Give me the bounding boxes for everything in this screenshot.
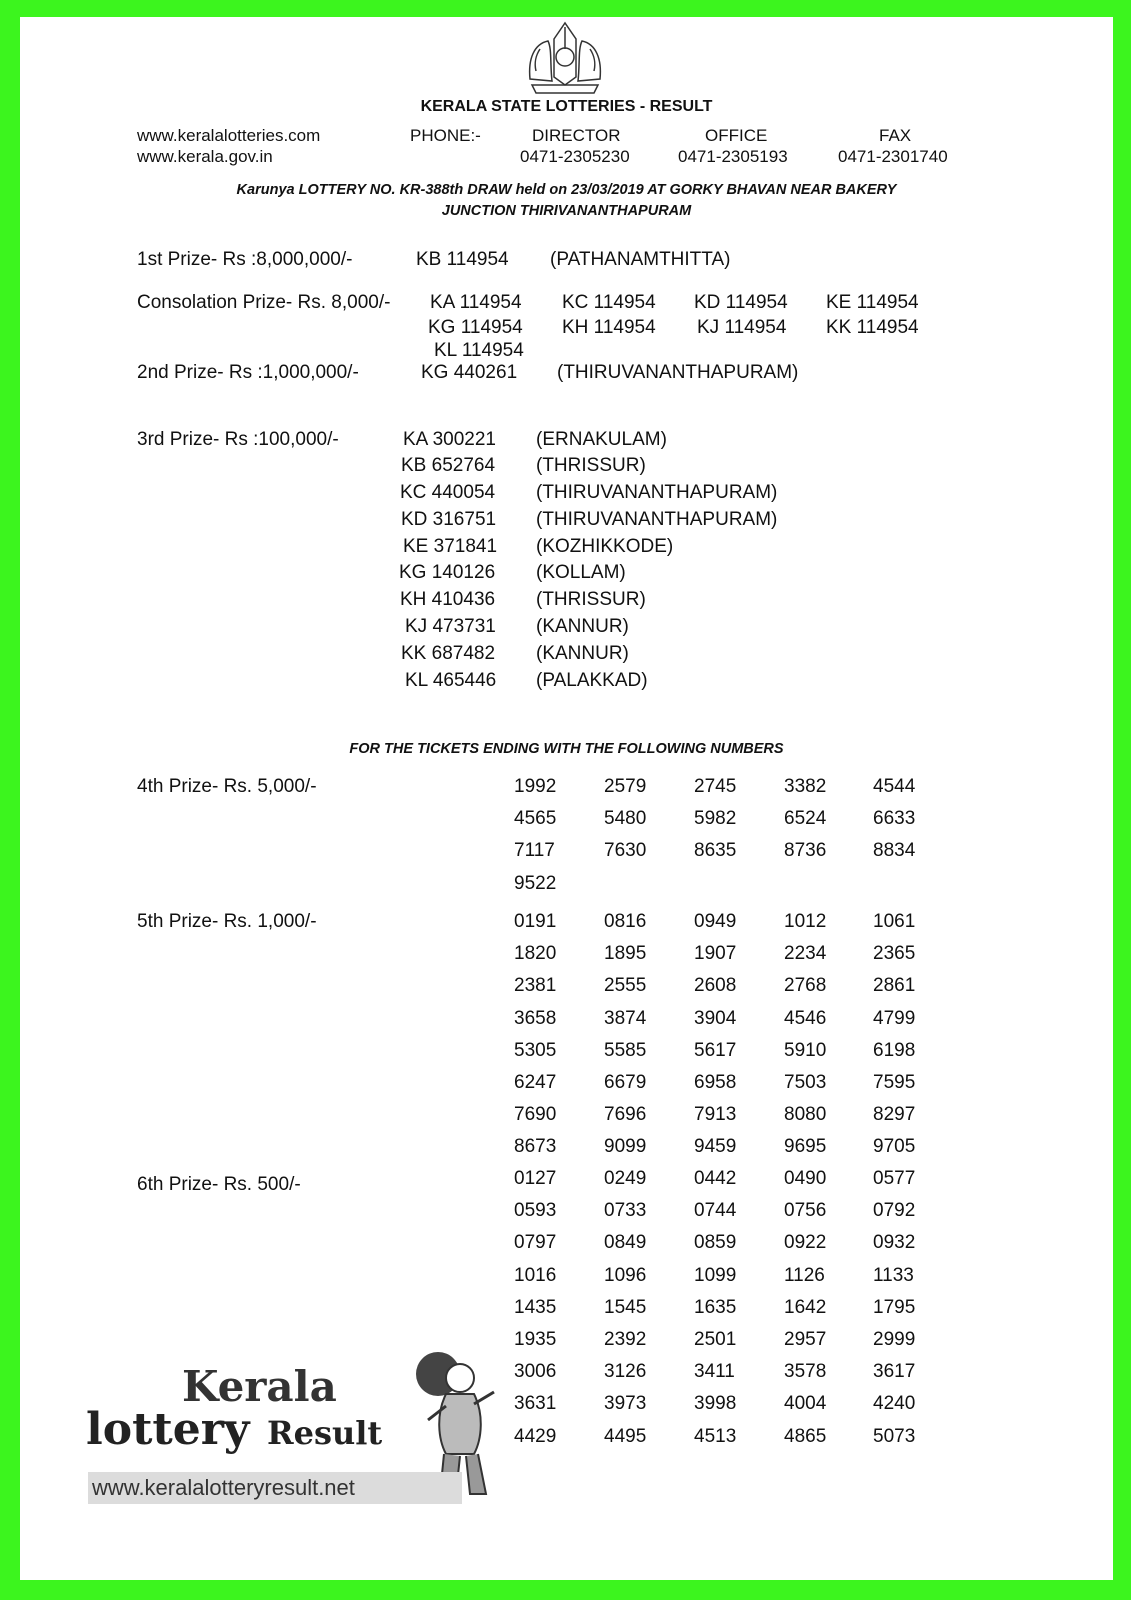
third-prize-place: (THRISSUR) — [536, 589, 646, 610]
sixth-prize-number: 4865 — [784, 1426, 827, 1447]
fifth-prize-number: 6198 — [873, 1040, 916, 1061]
fifth-prize-number: 3904 — [694, 1008, 737, 1029]
sixth-prize-number: 0797 — [514, 1232, 557, 1253]
third-prize-place: (THRISSUR) — [536, 455, 646, 476]
sixth-prize-number: 4495 — [604, 1426, 647, 1447]
third-prize-ticket: KC 440054 — [400, 482, 496, 503]
third-prize-place: (KOZHIKKODE) — [536, 536, 674, 557]
first-prize-label: 1st Prize- Rs :8,000,000/- — [137, 249, 353, 270]
fax-label: FAX — [879, 126, 912, 145]
sixth-prize-number: 0792 — [873, 1200, 916, 1221]
fifth-prize-number: 6958 — [694, 1072, 737, 1093]
third-prize-ticket: KD 316751 — [401, 509, 497, 530]
sixth-prize-number: 3126 — [604, 1361, 647, 1382]
sixth-prize-number: 3973 — [604, 1393, 647, 1414]
sixth-prize-number: 0859 — [694, 1232, 737, 1253]
fifth-prize-number: 1907 — [694, 943, 737, 964]
sixth-prize-number: 1642 — [784, 1297, 827, 1318]
fifth-prize-number: 6679 — [604, 1072, 647, 1093]
fifth-prize-number: 8673 — [514, 1136, 557, 1157]
fifth-prize-number: 7690 — [514, 1104, 557, 1125]
third-prize-ticket: KB 652764 — [401, 455, 496, 476]
fax-number: 0471-2301740 — [838, 147, 948, 166]
consolation-ticket: KH 114954 — [562, 317, 656, 338]
sixth-prize-number: 0733 — [604, 1200, 647, 1221]
sixth-prize-number: 2392 — [604, 1329, 647, 1350]
sixth-prize-number: 1435 — [514, 1297, 557, 1318]
draw-info-line-2: JUNCTION THIRIVANANTHAPURAM — [441, 203, 692, 219]
draw-info — [20, 180, 1113, 222]
sixth-prize-number: 5073 — [873, 1426, 916, 1447]
fourth-prize-number: 1992 — [514, 776, 557, 797]
consolation-ticket: KK 114954 — [826, 317, 919, 338]
sixth-prize-number: 2501 — [694, 1329, 737, 1350]
sixth-prize-number: 0490 — [784, 1168, 827, 1189]
fourth-prize-number: 4565 — [514, 808, 557, 829]
fifth-prize-number: 1895 — [604, 943, 647, 964]
fifth-prize-number: 8297 — [873, 1104, 916, 1125]
director-label: DIRECTOR — [532, 126, 621, 145]
fifth-prize-number: 2608 — [694, 975, 737, 996]
third-prize-place: (KANNUR) — [536, 643, 629, 664]
third-prize-ticket: KJ 473731 — [405, 616, 496, 637]
fifth-prize-number: 6247 — [514, 1072, 557, 1093]
sixth-prize-number: 1016 — [514, 1265, 557, 1286]
sixth-prize-number: 4429 — [514, 1426, 557, 1447]
third-prize-ticket: KK 687482 — [401, 643, 496, 664]
fourth-prize-number: 2579 — [604, 776, 647, 797]
third-prize-place: (KANNUR) — [536, 616, 629, 637]
sixth-prize-number: 4513 — [694, 1426, 737, 1447]
sixth-prize-number: 1126 — [784, 1265, 825, 1286]
fifth-prize-number: 0816 — [604, 911, 647, 932]
fourth-prize-number: 5982 — [694, 808, 737, 829]
sixth-prize-number: 2957 — [784, 1329, 827, 1350]
consolation-prize-label: Consolation Prize- Rs. 8,000/- — [137, 292, 391, 313]
second-prize-label: 2nd Prize- Rs :1,000,000/- — [137, 362, 359, 383]
third-prize-ticket: KE 371841 — [403, 536, 498, 557]
fourth-prize-number: 4544 — [873, 776, 916, 797]
watermark-line-1: Kerala — [182, 1362, 337, 1411]
fifth-prize-number: 1061 — [873, 911, 916, 932]
fourth-prize-number: 9522 — [514, 873, 557, 894]
sixth-prize-number: 0577 — [873, 1168, 916, 1189]
fifth-prize-number: 1012 — [784, 911, 827, 932]
consolation-ticket: KJ 114954 — [697, 317, 787, 338]
third-prize-ticket: KA 300221 — [403, 429, 496, 450]
fourth-prize-number: 2745 — [694, 776, 737, 797]
fifth-prize-number: 3874 — [604, 1008, 647, 1029]
fifth-prize-label: 5th Prize- Rs. 1,000/- — [137, 911, 317, 932]
sixth-prize-number: 4240 — [873, 1393, 916, 1414]
watermark-logo — [86, 1362, 526, 1512]
kerala-emblem-icon — [520, 19, 610, 97]
first-prize-place: (PATHANAMTHITTA) — [550, 249, 731, 270]
sixth-prize-number: 0744 — [694, 1200, 737, 1221]
sixth-prize-number: 1635 — [694, 1297, 737, 1318]
fifth-prize-number: 7913 — [694, 1104, 737, 1125]
director-phone: 0471-2305230 — [520, 147, 630, 166]
fifth-prize-number: 4799 — [873, 1008, 916, 1029]
sixth-prize-number: 2999 — [873, 1329, 916, 1350]
second-prize-place: (THIRUVANANTHAPURAM) — [557, 362, 799, 383]
fourth-prize-number: 8736 — [784, 840, 827, 861]
fifth-prize-number: 2861 — [873, 975, 916, 996]
watermark-url: www.keralalotteryresult.net — [88, 1472, 462, 1504]
fourth-prize-label: 4th Prize- Rs. 5,000/- — [137, 776, 317, 797]
third-prize-place: (THIRUVANANTHAPURAM) — [536, 482, 778, 503]
consolation-ticket: KA 114954 — [430, 292, 522, 313]
sixth-prize-number: 0756 — [784, 1200, 827, 1221]
office-label: OFFICE — [705, 126, 768, 145]
sixth-prize-number: 3631 — [514, 1393, 557, 1414]
fifth-prize-number: 3658 — [514, 1008, 557, 1029]
third-prize-place: (THIRUVANANTHAPURAM) — [536, 509, 778, 530]
third-prize-place: (ERNAKULAM) — [536, 429, 667, 450]
fifth-prize-number: 0191 — [514, 911, 557, 932]
sixth-prize-number: 1545 — [604, 1297, 647, 1318]
second-prize-ticket: KG 440261 — [421, 362, 518, 383]
sixth-prize-number: 1795 — [873, 1297, 916, 1318]
sixth-prize-number: 0932 — [873, 1232, 916, 1253]
fifth-prize-number: 5617 — [694, 1040, 737, 1061]
sixth-prize-number: 3006 — [514, 1361, 557, 1382]
watermark-line-2: lottery — [86, 1404, 250, 1455]
sixth-prize-number: 0249 — [604, 1168, 647, 1189]
fifth-prize-number: 9705 — [873, 1136, 916, 1157]
fifth-prize-number: 9099 — [604, 1136, 647, 1157]
third-prize-ticket: KL 465446 — [405, 670, 497, 691]
third-prize-label: 3rd Prize- Rs :100,000/- — [137, 429, 339, 450]
fourth-prize-number: 7117 — [514, 840, 555, 861]
sixth-prize-number: 3617 — [873, 1361, 916, 1382]
phone-label: PHONE:- — [410, 126, 481, 145]
fifth-prize-number: 5910 — [784, 1040, 827, 1061]
fifth-prize-number: 2555 — [604, 975, 647, 996]
sixth-prize-label: 6th Prize- Rs. 500/- — [137, 1174, 301, 1195]
fourth-prize-number: 3382 — [784, 776, 827, 797]
website-link-1: www.keralalotteries.com — [137, 126, 321, 145]
sixth-prize-number: 0442 — [694, 1168, 737, 1189]
fourth-prize-number: 6633 — [873, 808, 916, 829]
fifth-prize-number: 1820 — [514, 943, 557, 964]
fifth-prize-number: 8080 — [784, 1104, 827, 1125]
consolation-ticket: KL 114954 — [434, 340, 524, 361]
fifth-prize-number: 2381 — [514, 975, 557, 996]
consolation-ticket: KG 114954 — [428, 317, 523, 338]
sixth-prize-number: 0127 — [514, 1168, 557, 1189]
fifth-prize-number: 9459 — [694, 1136, 737, 1157]
consolation-ticket: KD 114954 — [694, 292, 788, 313]
third-prize-ticket: KH 410436 — [400, 589, 496, 610]
fifth-prize-number: 2365 — [873, 943, 916, 964]
fifth-prize-number: 2234 — [784, 943, 827, 964]
fifth-prize-number: 7595 — [873, 1072, 916, 1093]
fourth-prize-number: 7630 — [604, 840, 647, 861]
sixth-prize-number: 1935 — [514, 1329, 557, 1350]
sixth-prize-number: 3998 — [694, 1393, 737, 1414]
sixth-prize-number: 1096 — [604, 1265, 647, 1286]
fifth-prize-number: 5305 — [514, 1040, 557, 1061]
watermark-line-3: Result — [267, 1414, 383, 1452]
first-prize-ticket: KB 114954 — [416, 249, 509, 270]
draw-info-line-1: Karunya LOTTERY NO. KR-388th DRAW held on 23/03/2019 AT GORKY BHAVAN NEAR BAKERY — [236, 182, 897, 198]
sixth-prize-number: 1099 — [694, 1265, 737, 1286]
sixth-prize-number: 3411 — [694, 1361, 735, 1382]
sixth-prize-number: 0849 — [604, 1232, 647, 1253]
sixth-prize-number: 3578 — [784, 1361, 827, 1382]
consolation-ticket: KC 114954 — [562, 292, 656, 313]
fifth-prize-number: 9695 — [784, 1136, 827, 1157]
sixth-prize-number: 1133 — [873, 1265, 914, 1286]
office-phone: 0471-2305193 — [678, 147, 788, 166]
sixth-prize-number: 4004 — [784, 1393, 827, 1414]
consolation-ticket: KE 114954 — [826, 292, 919, 313]
fifth-prize-number: 0949 — [694, 911, 737, 932]
fourth-prize-number: 8635 — [694, 840, 737, 861]
fourth-prize-number: 5480 — [604, 808, 647, 829]
result-sheet — [20, 17, 1113, 1580]
fifth-prize-number: 4546 — [784, 1008, 827, 1029]
fifth-prize-number: 2768 — [784, 975, 827, 996]
sixth-prize-number: 0593 — [514, 1200, 557, 1221]
sixth-prize-number: 0922 — [784, 1232, 827, 1253]
website-link-2: www.kerala.gov.in — [137, 147, 273, 166]
page-title: KERALA STATE LOTTERIES - RESULT — [420, 98, 713, 115]
third-prize-place: (KOLLAM) — [536, 562, 626, 583]
fifth-prize-number: 5585 — [604, 1040, 647, 1061]
fifth-prize-number: 7696 — [604, 1104, 647, 1125]
third-prize-place: (PALAKKAD) — [536, 670, 648, 691]
fourth-prize-number: 6524 — [784, 808, 827, 829]
endings-heading: FOR THE TICKETS ENDING WITH THE FOLLOWING NUMBERS — [349, 741, 784, 757]
fifth-prize-number: 7503 — [784, 1072, 827, 1093]
third-prize-ticket: KG 140126 — [399, 562, 496, 583]
fourth-prize-number: 8834 — [873, 840, 916, 861]
